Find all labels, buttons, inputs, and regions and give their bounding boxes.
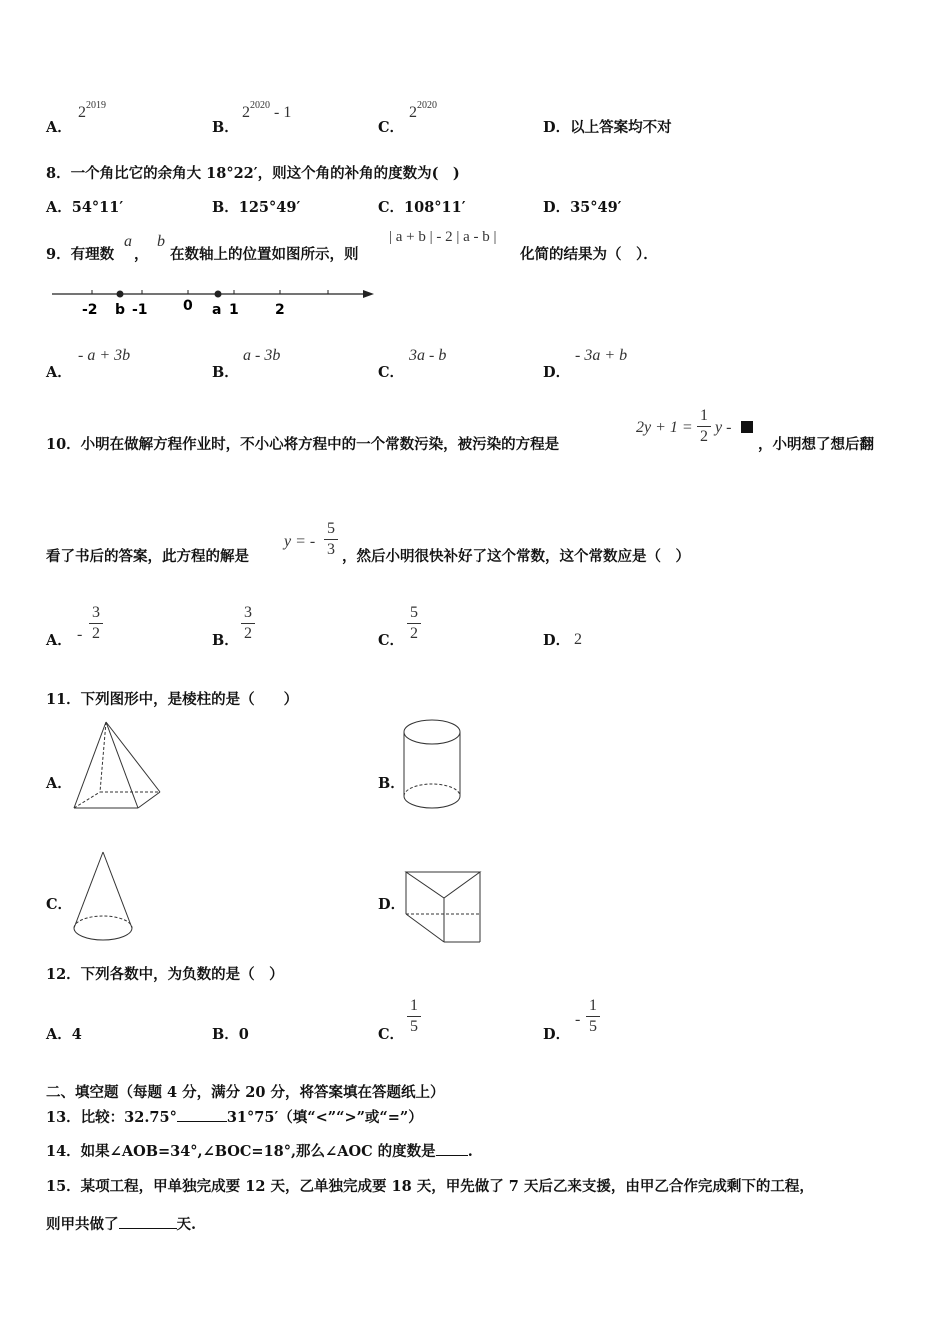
q9-option-b-label: B． [212,364,239,381]
q10-option-b-label: B． [212,632,239,649]
q10-option-c-label: C． [378,632,405,649]
q7-option-a-label: A． [46,119,72,136]
section-2-heading: 二、填空题（每题 4 分，满分 20 分，将答案填在答题纸上） [46,1084,445,1101]
q12-option-d-label: D． [543,1026,571,1043]
pyramid-figure [70,718,164,814]
q9-tick-neg1: -1 [132,302,148,318]
q12-option-c-fraction: 1 5 [407,997,421,1036]
q10-solution-left: y = - [284,533,316,550]
q8-option-c: C．108°11′ [378,199,466,216]
q10-option-a-fraction: 3 2 [89,604,103,643]
q13-blank[interactable] [177,1107,227,1122]
q7-option-c-expr: $2^{2020}$ [409,100,437,121]
q8-option-a: A．54°11′ [46,199,124,216]
q10-option-a-sign: - [77,626,83,643]
q15-blank[interactable] [119,1214,177,1229]
q10-option-d-label: D． [543,632,571,649]
q7-option-b-expr: $2^{2020} - 1$ [242,100,292,121]
q12-option-a: A．4 [46,1026,82,1043]
q10-stem-3: 看了书后的答案，此方程的解是 [46,548,249,565]
q11-option-a-label: A． [46,775,72,792]
q10-option-d-value: 2 [574,631,582,648]
q10-stem-1: 10．小明在做解方程作业时，不小心将方程中的一个常数污染，被污染的方程是 [46,436,560,453]
q9-tick-neg2: -2 [82,302,98,318]
q15-line-1: 15．某项工程，甲单独完成要 12 天，乙单独完成要 18 天，甲先做了 7 天后乙来支援，由甲乙合作完成剩下的工程， [46,1178,814,1195]
q9-expression: | a + b | - 2 | a - b | [389,229,497,245]
q10-stem-4: ，然后小明很快补好了这个常数，这个常数应是（ ） [342,548,690,565]
q9-var-a: a [124,233,132,250]
q12-option-b: B．0 [212,1026,249,1043]
q12-option-d-sign: - [575,1011,581,1028]
q10-option-a-label: A． [46,632,72,649]
q14: 14．如果∠AOB=34°,∠BOC=18°,那么∠AOC 的度数是 . [46,1143,473,1160]
q8-stem: 8．一个角比它的余角大 18°22′，则这个角的补角的度数为( ) [46,165,460,182]
q12-option-c-label: C． [378,1026,405,1043]
q8-option-d: D．35°49′ [543,199,622,216]
q10-equation-right: y - [715,419,732,436]
q8-option-b: B．125°49′ [212,199,301,216]
prism-figure [402,866,486,948]
q10-option-b-fraction: 3 2 [241,604,255,643]
q11-option-d-label: D． [378,896,406,913]
q7-option-a-expr: $2^{2019}$ [78,100,106,121]
q9-tick-0: 0 [183,298,193,314]
q9-option-a-expr: - a + 3b [78,347,131,364]
q9-stem-2: 在数轴上的位置如图所示，则 [170,246,359,263]
q9-option-d-label: D． [543,364,571,381]
q9-option-d-expr: - 3a + b [575,347,628,364]
q9-tick-1: 1 [229,302,239,318]
q15-line-2: 则甲共做了 天. [46,1216,197,1233]
q9-tick-2: 2 [275,302,285,318]
ink-blot-icon [741,421,753,433]
q9-comma: ， [134,246,149,263]
q9-option-a-label: A． [46,364,72,381]
q9-stem-1: 9．有理数 [46,246,115,263]
q9-option-c-expr: 3a - b [409,347,447,364]
q7-option-c-label: C． [378,119,405,136]
q11-option-b-label: B． [378,775,405,792]
q9-tick-b: b [115,302,126,318]
q10-stem-2: ，小明想了想后翻 [758,436,874,453]
cone-figure [70,848,136,946]
q9-point-a [215,291,222,298]
q9-tick-a: a [212,302,222,318]
q10-equation-left: 2y + 1 = [636,419,693,436]
cylinder-figure [400,716,466,814]
q9-stem-3: 化简的结果为（ ）． [520,246,658,263]
q10-solution-fraction: 5 3 [324,520,338,559]
q9-point-b [117,291,124,298]
q10-option-c-fraction: 5 2 [407,604,421,643]
q7-option-d: D．以上答案均不对 [543,119,672,136]
q13: 13．比较：32.75° 31°75′（填“<”“>”或“=”） [46,1109,423,1126]
q11-stem: 11．下列图形中，是棱柱的是（ ） [46,691,299,708]
q14-blank[interactable] [436,1141,468,1156]
q11-option-c-label: C． [46,896,73,913]
q9-option-c-label: C． [378,364,405,381]
q9-option-b-expr: a - 3b [243,347,281,364]
q7-option-b-label: B． [212,119,239,136]
q10-equation-fraction: 1 2 [697,407,711,446]
q9-number-line [48,283,378,319]
q12-stem: 12．下列各数中，为负数的是（ ） [46,966,284,983]
q9-var-b: b [157,233,165,250]
q12-option-d-fraction: 1 5 [586,997,600,1036]
